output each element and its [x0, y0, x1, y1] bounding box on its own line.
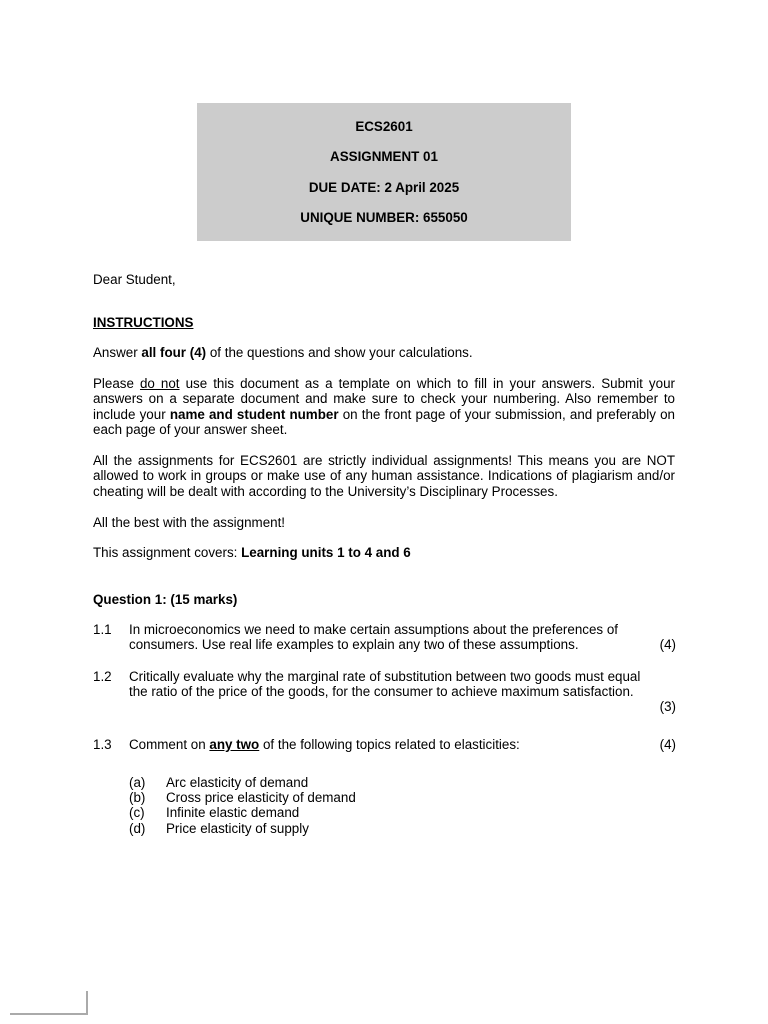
- instruction-para-2: [93, 376, 675, 438]
- para2-post: on the front page of your submission, and preferably on each page of your answer sheet.: [93, 406, 675, 438]
- header-box: [197, 103, 571, 241]
- para1-post: of the questions and show your calculations.: [206, 345, 473, 360]
- question-marks: (4): [659, 737, 676, 752]
- para5-bold: Learning units 1 to 4 and 6: [241, 545, 411, 560]
- para2-mid: use this document as a template on which to fill in your answers. Submit your answers on a separate document and make sure to check your numbering. Also remember to include your: [93, 376, 675, 422]
- page-corner-mark: [86, 991, 88, 1015]
- course-code: ECS2601: [355, 119, 413, 134]
- due-date: DUE DATE: 2 April 2025: [308, 180, 460, 195]
- q13-emphasis: any two: [209, 737, 260, 752]
- para2-pre: Please: [93, 376, 140, 391]
- subitem-letter: (d): [129, 821, 146, 836]
- question-text-line: In microeconomics we need to make certain assumptions about the preferences of: [129, 622, 619, 637]
- question-marks: (3): [659, 699, 676, 714]
- question-number: 1.3: [93, 737, 112, 752]
- subitem-text: Cross price elasticity of demand: [166, 790, 356, 805]
- instruction-para-4: All the best with the assignment!: [93, 515, 286, 530]
- question-marks: (4): [659, 637, 676, 652]
- instructions-heading: INSTRUCTIONS: [93, 315, 194, 330]
- para2-underline: do not: [139, 376, 180, 391]
- subitem-text: Price elasticity of supply: [166, 821, 309, 836]
- para1-bold: all four (4): [141, 345, 207, 360]
- subitem-letter: (b): [129, 790, 146, 805]
- instruction-para-3: All the assignments for ECS2601 are strictly individual assignments! This means you are NOT allowed to work in groups or make use of any human assistance. Indications of plagiarism and/or cheating will be dealt with according to the University’s Disciplinary Processes.: [93, 453, 675, 499]
- unique-number: UNIQUE NUMBER: 655050: [300, 210, 468, 225]
- subitem-text: Infinite elastic demand: [166, 805, 300, 820]
- question-text-line: [129, 737, 665, 752]
- q13-pre: Comment on: [129, 737, 210, 752]
- subitem-text: Arc elasticity of demand: [166, 775, 309, 790]
- question-text-line: the ratio of the price of the goods, for the consumer to achieve maximum satisfaction.: [129, 684, 634, 699]
- subitem-letter: (a): [129, 775, 146, 790]
- instruction-para-1: [93, 345, 675, 360]
- greeting: Dear Student,: [93, 272, 176, 287]
- page-corner-mark: [10, 1013, 88, 1015]
- question-text-line: consumers. Use real life examples to explain any two of these assumptions.: [129, 637, 579, 652]
- q13-post: of the following topics related to elasticities:: [259, 737, 520, 752]
- para1-pre: Answer: [93, 345, 142, 360]
- para2-bold: name and student number: [169, 406, 339, 422]
- question-number: 1.2: [93, 669, 112, 684]
- question-number: 1.1: [93, 622, 112, 637]
- para5-pre: This assignment covers:: [93, 545, 242, 560]
- question-1-heading: Question 1: (15 marks): [93, 592, 238, 607]
- instruction-para-5: [93, 545, 675, 560]
- question-text-line: Critically evaluate why the marginal rate of substitution between two goods must equal: [129, 669, 641, 684]
- assignment-title: ASSIGNMENT 01: [330, 149, 438, 164]
- subitem-letter: (c): [129, 805, 145, 820]
